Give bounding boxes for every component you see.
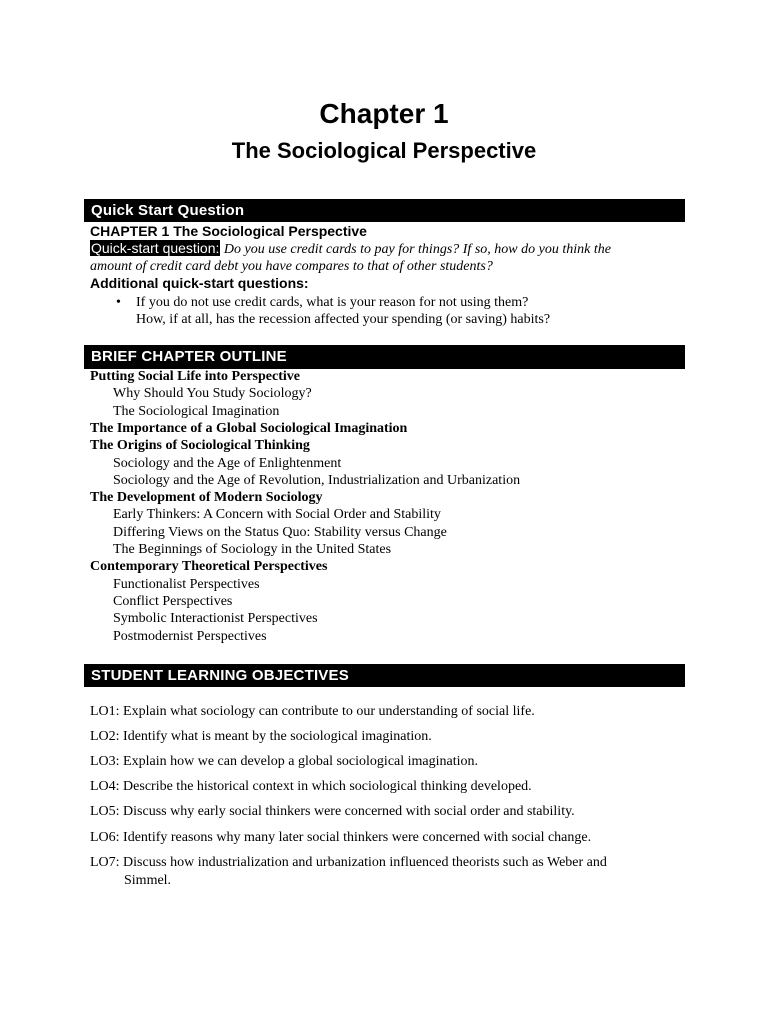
- additional-questions-head: Additional quick-start questions:: [90, 275, 309, 291]
- outline-subitem: Differing Views on the Status Quo: Stability versus Change: [113, 525, 447, 540]
- learning-objective: [90, 778, 665, 796]
- learning-objective: [90, 728, 665, 746]
- outline-subitem: Sociology and the Age of Revolution, Industrialization and Urbanization: [113, 473, 521, 488]
- learning-objective-line: Simmel.: [124, 873, 172, 888]
- quick-start-subhead: CHAPTER 1 The Sociological Perspective: [90, 223, 367, 239]
- outline-heading: Contemporary Theoretical Perspectives: [90, 559, 328, 574]
- learning-objective: [90, 703, 665, 721]
- learning-objective-line: LO5: Discuss why early social thinkers were concerned with social order and stability.: [90, 804, 575, 819]
- learning-objective-line: LO3: Explain how we can develop a global sociological imagination.: [90, 754, 479, 769]
- quick-start-question-line2: amount of credit card debt you have compares to that of other students?: [90, 259, 493, 274]
- outline-subitem: Symbolic Interactionist Perspectives: [113, 611, 318, 626]
- outline-heading: Putting Social Life into Perspective: [90, 369, 300, 384]
- outline-subitem: Early Thinkers: A Concern with Social Order and Stability: [113, 507, 441, 522]
- outline-header: BRIEF CHAPTER OUTLINE: [84, 345, 685, 368]
- learning-objective-line: LO2: Identify what is meant by the sociological imagination.: [90, 729, 432, 744]
- objectives-header: STUDENT LEARNING OBJECTIVES: [84, 664, 685, 687]
- learning-objective-line: LO6: Identify reasons why many later social thinkers were concerned with social change.: [90, 830, 592, 845]
- outline-subitem: Sociology and the Age of Enlightenment: [113, 456, 342, 471]
- outline-subitem: The Beginnings of Sociology in the United States: [113, 542, 392, 557]
- additional-question-item: If you do not use credit cards, what is your reason for not using them?: [136, 295, 529, 310]
- chapter-title: The Sociological Perspective: [231, 138, 537, 163]
- outline-heading: The Development of Modern Sociology: [90, 490, 323, 505]
- learning-objective: [90, 854, 665, 890]
- outline-subitem: Why Should You Study Sociology?: [113, 386, 312, 401]
- quick-start-question-text: Do you use credit cards to pay for things? If so, how do you think the: [220, 242, 611, 257]
- outline-subitem: Conflict Perspectives: [113, 594, 233, 609]
- outline-heading: The Origins of Sociological Thinking: [90, 438, 310, 453]
- learning-objective: [90, 753, 665, 771]
- additional-question-item: How, if at all, has the recession affected your spending (or saving) habits?: [136, 312, 551, 327]
- outline-heading: The Importance of a Global Sociological Imagination: [90, 421, 408, 436]
- outline-subitem: Functionalist Perspectives: [113, 577, 260, 592]
- learning-objective: [90, 803, 665, 821]
- learning-objective-line: LO1: Explain what sociology can contribute to our understanding of social life.: [90, 704, 535, 719]
- chapter-number: Chapter 1: [319, 98, 449, 129]
- outline-subitem: The Sociological Imagination: [113, 404, 280, 419]
- learning-objective: [90, 829, 665, 847]
- quick-start-header: Quick Start Question: [84, 199, 685, 222]
- bullet-icon: •: [116, 295, 121, 310]
- learning-objective-line: LO7: Discuss how industrialization and urbanization influenced theorists such as Weber and: [90, 855, 607, 870]
- outline-subitem: Postmodernist Perspectives: [113, 629, 267, 644]
- learning-objective-line: LO4: Describe the historical context in which sociological thinking developed.: [90, 779, 532, 794]
- quick-start-question-line: [90, 240, 611, 258]
- quick-start-label: Quick-start question:: [91, 240, 220, 256]
